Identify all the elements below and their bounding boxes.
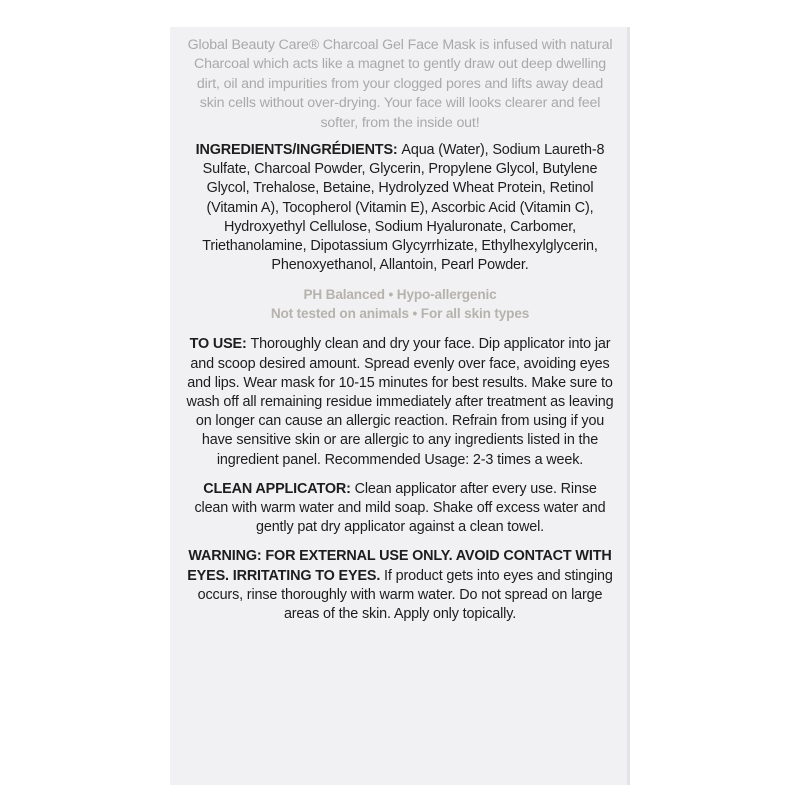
to-use-heading: TO USE: bbox=[189, 336, 251, 353]
label-text-content bbox=[186, 36, 614, 634]
warning-heading: WARNING: FOR EXTERNAL USE ONLY. AVOID CONTACT WITH EYES. IRRITATING TO EYES. bbox=[187, 548, 612, 584]
clean-applicator-heading: CLEAN APPLICATOR: bbox=[203, 480, 355, 497]
warning-section bbox=[186, 547, 614, 624]
product-claims bbox=[186, 285, 614, 323]
ingredients-section bbox=[186, 141, 614, 275]
to-use-section bbox=[186, 335, 614, 469]
claims-line-1: PH Balanced • Hypo-allergenic bbox=[303, 287, 497, 303]
clean-applicator-section bbox=[186, 480, 614, 538]
clean-applicator-instructions: Clean applicator after every use. Rinse clean with warm water and mild soap. Shake off excess water and gently pat dry applicator against a clean towel. bbox=[194, 480, 606, 536]
to-use-instructions: Thoroughly clean and dry your face. Dip applicator into jar and scoop desired amount. Spread evenly over face, avoiding eyes and lips. Wear mask for 10-15 minutes for best results. Make sure to wash off all remaining residue immediately after treatment as leaving on longer can cause an allergic reaction. Refrain from using if you have sensitive skin or are allergic to any ingredients listed in the ingredient panel. Recommended Usage: 2-3 times a week. bbox=[186, 336, 614, 468]
warning-text: If product gets into eyes and stinging occurs, rinse thoroughly with warm water. Do not spread on large areas of the skin. Apply only topically. bbox=[197, 567, 613, 623]
product-description: Global Beauty Care® Charcoal Gel Face Mask is infused with natural Charcoal which acts like a magnet to gently draw out deep dwelling dirt, oil and impurities from your clogged pores and lifts away dead skin cells without over-drying. Your face will looks clearer and feel softer, from the inside out! bbox=[187, 37, 613, 131]
panel-edge bbox=[627, 27, 630, 785]
claims-line-2: Not tested on animals • For all skin types bbox=[270, 306, 530, 322]
ingredients-heading: INGREDIENTS/INGRÉDIENTS: bbox=[195, 142, 402, 159]
ingredients-list: Aqua (Water), Sodium Laureth-8 Sulfate, Charcoal Powder, Glycerin, Propylene Glycol, Butylene Glycol, Trehalose, Betaine, Hydrolyzed Wheat Protein, Retinol (Vitamin A), Tocopherol (Vitamin E), Ascorbic Acid (Vitamin C), Hydroxyethyl Cellulose, Sodium Hyaluronate, Carbomer, Triethanolamine, Dipotassium Glycyrrhizate, Ethylhexylglycerin, Phenoxyethanol, Allantoin, Pearl Powder. bbox=[202, 142, 605, 274]
